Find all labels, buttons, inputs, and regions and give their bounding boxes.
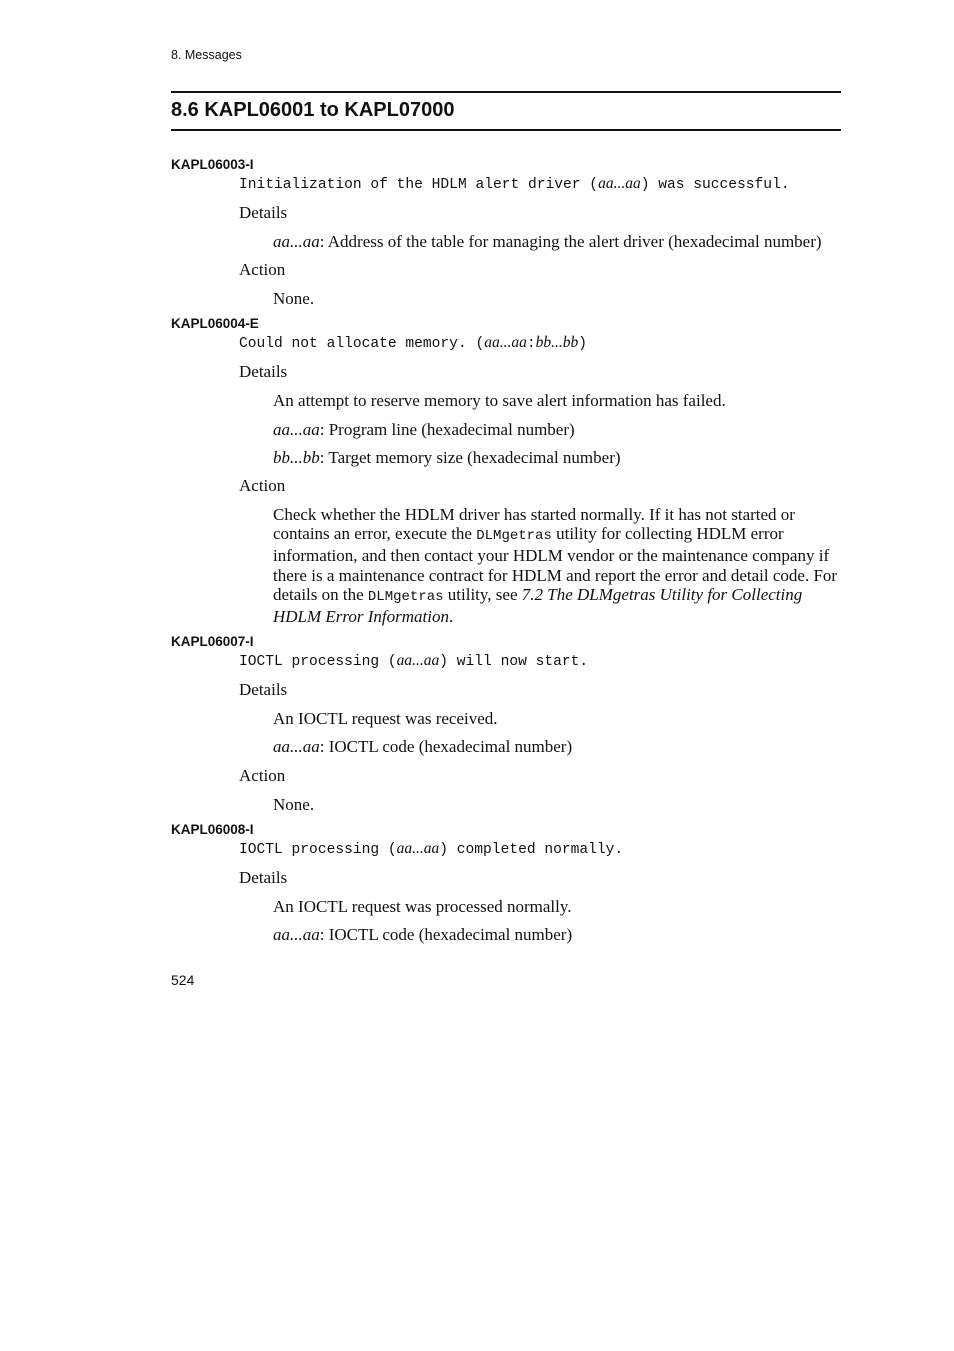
details-label: Details xyxy=(239,203,288,222)
detail-item: aa...aa: Address of the table for managing the alert driver (hexadecimal number) xyxy=(273,232,822,251)
section-title: 8.6 KAPL06001 to KAPL07000 xyxy=(171,99,455,121)
page-number: 524 xyxy=(171,972,195,988)
details-intro: An attempt to reserve memory to save alert information has failed. xyxy=(273,391,726,411)
detail-item: aa...aa: IOCTL code (hexadecimal number) xyxy=(273,737,573,757)
details-intro: An IOCTL request was received. xyxy=(273,709,498,729)
section-bottom-rule xyxy=(171,129,841,131)
variable: aa...aa xyxy=(598,175,641,192)
message-text: IOCTL processing (aa...aa) completed normally. xyxy=(239,839,624,858)
details-label: Details xyxy=(239,867,288,887)
variable: aa...aa xyxy=(396,839,440,857)
action-label: Action xyxy=(239,260,286,280)
variable: aa...aa xyxy=(484,334,527,352)
action-label: Action xyxy=(239,765,286,785)
message-id: KAPL06004-E xyxy=(171,316,259,332)
message-entry xyxy=(171,633,841,814)
message-text: IOCTL processing (aa...aa) will now start. xyxy=(239,652,589,671)
variable: aa...aa xyxy=(273,232,320,251)
details-intro: An IOCTL request was processed normally. xyxy=(273,896,572,916)
message-id: KAPL06003-I xyxy=(171,157,254,172)
variable: aa...aa xyxy=(396,652,440,670)
action-text: None. xyxy=(273,289,315,309)
details-label: Details xyxy=(239,680,288,700)
message-text: Initialization of the HDLM alert driver (aa...aa) was successful. xyxy=(239,175,790,193)
action-label: Action xyxy=(239,476,286,496)
message-id: KAPL06008-I xyxy=(171,821,254,837)
detail-item: aa...aa: IOCTL code (hexadecimal number) xyxy=(273,925,573,945)
running-head: 8. Messages xyxy=(171,48,242,62)
cross-reference-link[interactable]: 7.2 The DLMgetras Utility for Collecting HDLM Error Information xyxy=(273,584,803,627)
details-label: Details xyxy=(239,362,288,382)
message-entry xyxy=(171,315,841,626)
detail-item: aa...aa: Program line (hexadecimal number) xyxy=(273,419,575,439)
utility-name: DLMgetras xyxy=(367,588,444,605)
variable: bb...bb xyxy=(273,447,320,467)
variable: aa...aa xyxy=(273,925,320,945)
variable: bb...bb xyxy=(535,334,579,352)
message-entry xyxy=(171,821,841,944)
utility-name: DLMgetras xyxy=(476,528,552,545)
action-text: Check whether the HDLM driver has started normally. If it has not started or contains an error, execute the DLMgetras utility for collecting HDLM error information, and then contact your HDLM vendor or the maintenance company if there is a maintenance contract for HDLM and report the error and detail code. For details on the DLMgetras utility, see 7.2 The DLMgetras Utility for Collecting HDLM Error Information. xyxy=(273,505,838,627)
variable: aa...aa xyxy=(273,737,320,757)
message-id: KAPL06007-I xyxy=(171,634,254,650)
message-list xyxy=(171,154,841,944)
section-top-rule xyxy=(171,91,841,93)
message-text: Could not allocate memory. (aa...aa:bb...bb) xyxy=(239,334,587,353)
action-text: None. xyxy=(273,794,315,814)
detail-item: bb...bb: Target memory size (hexadecimal number) xyxy=(273,447,621,467)
message-entry xyxy=(171,156,841,308)
variable: aa...aa xyxy=(273,419,320,439)
